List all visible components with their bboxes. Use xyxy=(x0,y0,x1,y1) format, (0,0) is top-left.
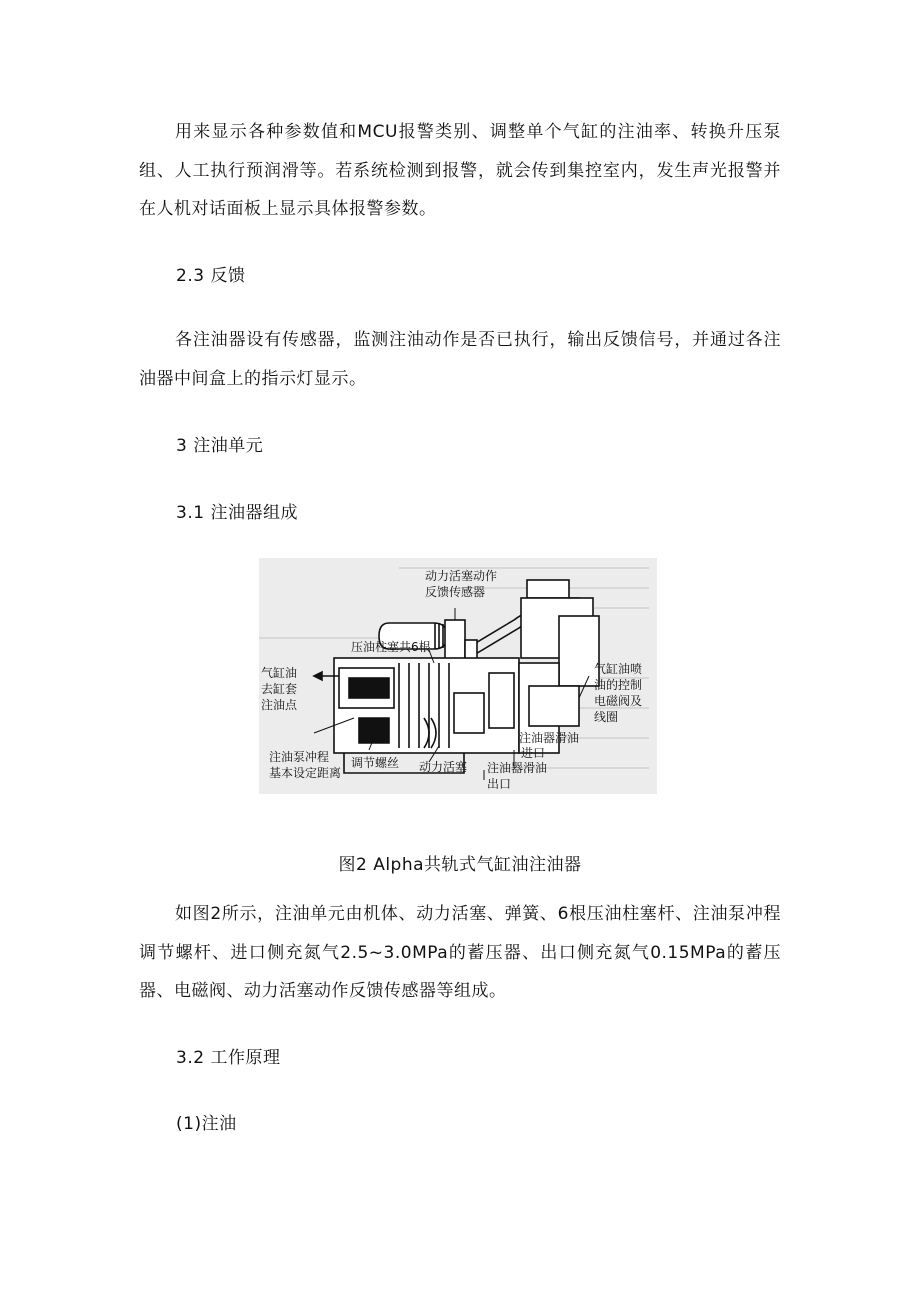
label-plunger: 压油柱塞共6根 xyxy=(351,640,431,654)
label-outlet-line1: 注油器滑油 xyxy=(487,761,548,775)
label-sensor-line1: 动力活塞动作 xyxy=(425,569,498,583)
lubricator-drawing xyxy=(259,558,657,794)
label-valve-line3: 电磁阀及 xyxy=(594,694,643,708)
label-cyl-oil-line3: 注油点 xyxy=(261,698,298,712)
label-inlet-line1: 注油器滑油 xyxy=(519,731,580,745)
heading-injection: (1)注油 xyxy=(176,1114,237,1134)
heading-2-3-feedback: 2.3 反馈 xyxy=(176,266,246,286)
heading-3-injection-unit: 3 注油单元 xyxy=(176,436,264,456)
paragraph-hmi-description: 用来显示各种参数值和MCU报警类别、调整单个气缸的注油率、转换升压泵组、人工执行预润滑等。若系统检测到报警，就会传到集控室内，发生声光报警并在人机对话面板上显示具体报警参数。 xyxy=(139,122,781,219)
label-stroke-line1: 注油泵冲程 xyxy=(269,750,330,764)
label-valve-line1: 气缸油喷 xyxy=(594,662,643,676)
figure-caption: 图2 Alpha共轨式气缸油注油器 xyxy=(338,855,582,875)
paragraph-feedback: 各注油器设有传感器，监测注油动作是否已执行，输出反馈信号，并通过各注油器中间盒上的指示灯显示。 xyxy=(139,330,781,389)
label-inlet-line2: 进口 xyxy=(521,746,546,760)
label-valve-line4: 线圈 xyxy=(594,710,619,724)
heading-3-1-composition: 3.1 注油器组成 xyxy=(176,503,298,523)
label-adjust-screw: 调节螺丝 xyxy=(351,756,400,770)
label-outlet-line2: 出口 xyxy=(487,777,512,791)
label-valve-line2: 油的控制 xyxy=(594,678,643,692)
label-sensor-line2: 反馈传感器 xyxy=(425,585,486,599)
lubricator-diagram xyxy=(259,558,657,794)
label-power-piston: 动力活塞 xyxy=(419,760,468,774)
paragraph-unit-composition: 如图2所示，注油单元由机体、动力活塞、弹簧、6根压油柱塞杆、注油泵冲程调节螺杆、进口侧充氮气2.5~3.0MPa的蓄压器、出口侧充氮气0.15MPa的蓄压器、电磁阀、动力活塞动作反馈传感器等组成。 xyxy=(139,904,781,1001)
label-cyl-oil-line2: 去缸套 xyxy=(261,682,298,696)
label-cyl-oil-line1: 气缸油 xyxy=(261,666,298,680)
label-stroke-line2: 基本设定距离 xyxy=(269,766,342,780)
heading-3-2-principle: 3.2 工作原理 xyxy=(176,1048,281,1068)
